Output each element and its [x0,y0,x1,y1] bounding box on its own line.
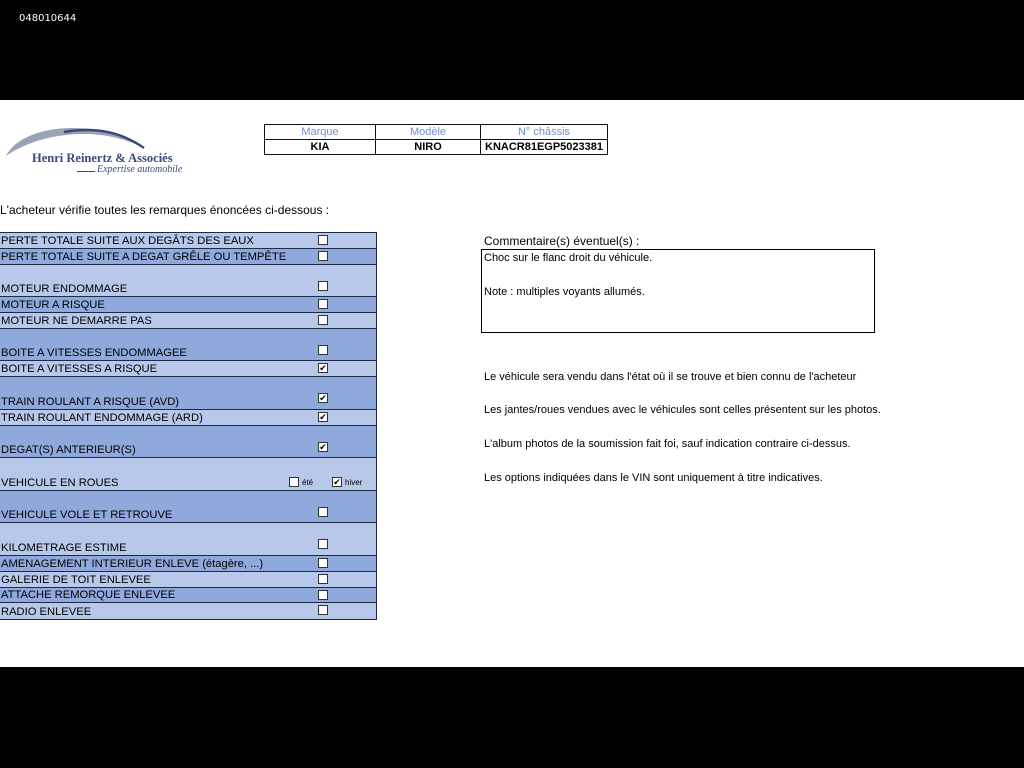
checklist-row [0,233,376,249]
checklist-label: AMENAGEMENT INTERIEUR ENLEVE (étagère, ...) [1,557,264,570]
inspection-sheet [0,100,1024,667]
checklist-row [0,313,376,329]
checklist-label: RADIO ENLEVEE [1,606,92,619]
checkbox[interactable] [318,590,328,600]
option-summer-label: été [302,477,314,487]
note-line: Les options indiquées dans le VIN sont uniquement à titre indicatives. [484,472,823,484]
checklist-row [0,523,376,556]
checkbox[interactable]: ✔ [319,411,327,422]
comment-box[interactable] [481,249,875,333]
document-id: 048010644 [19,13,77,24]
intro-text: L'acheteur vérifie toutes les remarques énoncées ci-dessous : [0,203,330,217]
checkbox[interactable] [318,345,328,355]
logo-brand: Henri Reinertz & Associés [32,151,173,165]
checklist-row [0,410,376,426]
checkbox[interactable] [318,605,328,615]
checklist-label: PERTE TOTALE SUITE A DEGAT GRÊLE OU TEMPÊTE [1,250,287,263]
checklist-label: DEGAT(S) ANTERIEUR(S) [1,444,136,457]
header-brand: Marque [265,125,376,140]
checkbox[interactable] [318,558,328,568]
logo-subtitle: Expertise automobile [97,164,183,175]
checkbox[interactable] [318,539,328,549]
logo-divider [77,171,95,172]
checklist-row [0,556,376,572]
checklist-label: VEHICULE VOLE ET RETROUVE [1,509,173,522]
checkbox[interactable] [318,235,328,245]
checkbox-winter[interactable]: ✔ [333,477,341,488]
checklist-label: ATTACHE REMORQUE ENLEVEE [1,589,176,602]
checkbox[interactable]: ✔ [319,441,327,452]
checklist-label: MOTEUR NE DEMARRE PAS [1,314,152,327]
checklist-row [0,426,376,459]
comment-title: Commentaire(s) éventuel(s) : [484,234,640,248]
checkbox[interactable] [318,507,328,517]
note-line: Les jantes/roues vendues avec le véhicules sont celles présentent sur les photos. [484,404,881,416]
checklist-row [0,361,376,377]
checkbox[interactable] [318,574,328,584]
checklist-label: TRAIN ROULANT A RISQUE (AVD) [1,395,179,408]
checklist-row-wheels [0,458,376,491]
checklist-row [0,491,376,524]
checklist-label: VEHICULE EN ROUES [1,476,119,489]
checkbox[interactable] [318,281,328,291]
checklist-row [0,265,376,298]
comment-line: Note : multiples voyants allumés. [484,286,645,298]
value-brand: KIA [265,140,376,155]
checkbox[interactable]: ✔ [319,363,327,374]
note-line: L'album photos de la soumission fait foi, sauf indication contraire ci-dessus. [484,438,851,450]
checklist-label: BOITE A VITESSES ENDOMMAGEE [1,347,187,360]
company-logo [4,122,189,178]
note-line: Le véhicule sera vendu dans l'état où il se trouve et bien connu de l'acheteur [484,371,857,383]
vehicle-info-table [264,124,608,155]
checklist-label: MOTEUR ENDOMMAGE [1,283,128,296]
checklist-label: MOTEUR A RISQUE [1,298,105,311]
checklist-row [0,329,376,362]
value-model: NIRO [376,140,481,155]
checklist-label: GALERIE DE TOIT ENLEVEE [1,573,151,586]
checklist-label: PERTE TOTALE SUITE AUX DEGÂTS DES EAUX [1,234,254,247]
header-model: Modèle [376,125,481,140]
checklist-row [0,588,376,604]
checklist-label: KILOMETRAGE ESTIME [1,541,127,554]
option-winter-label: hiver [345,477,363,487]
checkbox[interactable] [318,299,328,309]
checklist-label: BOITE A VITESSES A RISQUE [1,363,158,376]
checklist-row [0,249,376,265]
option-summer [289,477,313,487]
option-winter [332,477,362,487]
checkbox-summer[interactable] [289,477,299,487]
checkbox[interactable] [318,315,328,325]
checklist-row [0,572,376,588]
header-chassis: N° châssis [481,125,608,140]
comment-line: Choc sur le flanc droit du véhicule. [484,252,653,264]
checklist-row [0,603,376,619]
checkbox[interactable] [318,251,328,261]
checkbox[interactable]: ✔ [319,393,327,404]
checklist-label: TRAIN ROULANT ENDOMMAGE (ARD) [1,411,203,424]
checklist-row [0,377,376,410]
value-chassis: KNACR81EGP5023381 [481,140,608,155]
checklist [0,232,377,620]
checklist-row [0,297,376,313]
